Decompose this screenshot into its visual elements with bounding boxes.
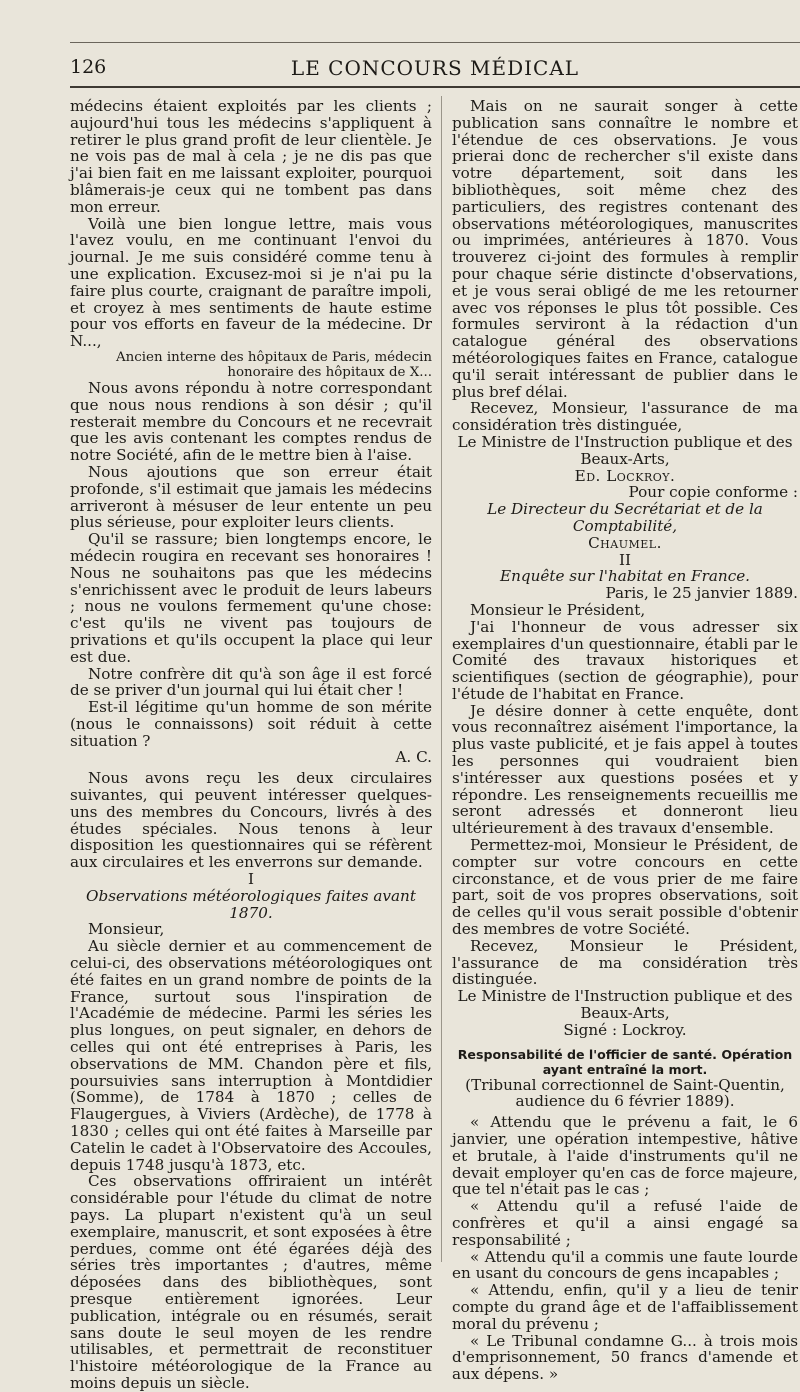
author-initials: A. C. bbox=[395, 748, 432, 767]
signature-lockroy-2: Signé : Lockroy. bbox=[563, 1020, 687, 1039]
paragraph-journal: Notre confrère dit qu'à son âge il est forcé de se priver d'un journal qui lui était cher ! bbox=[70, 664, 432, 700]
attendu-3: « Attendu qu'il a commis une faute lourde en usant du concours de gens incapables ; bbox=[452, 1247, 798, 1283]
paragraph-question: Est-il légitime qu'un homme de son mérite (nous le connaissons) soit réduit à cette situation ? bbox=[70, 698, 432, 750]
attendu-1: « Attendu que le prévenu a fait, le 6 janvier, une opération intempestive, hâtive et brutale, à l'aide d'instruments qu'il ne devait employer qu'en cas de force majeure, que tel n'était pas le cas ; bbox=[452, 1113, 798, 1199]
paragraph-regards-2: Recevez, Monsieur le Président, l'assurance de ma considération très distinguée. bbox=[452, 936, 798, 989]
paragraph-response: Nous avons répondu à notre correspondant que nous nous rendions à son désir ; qu'il resterait membre du Concours et ne recevrait que les avis contenant les comptes rendus de notre Société, afin de le mettre bien à l'aise. bbox=[70, 378, 432, 465]
letter-signature-title: Ancien interne des hôpitaux de Paris, médecin honoraire des hôpitaux de X... bbox=[115, 349, 432, 380]
minister-title-1: Le Ministre de l'Instruction publique et des Beaux-Arts, bbox=[457, 432, 793, 468]
paragraph-opening: médecins étaient exploités par les clients ; aujourd'hui tous les médecins s'appliquent à retirer le plus grand profit de leur clientèle. Je ne vois pas de mal à cela ; je ne dis pas que j'ai bien fait en me laissant exploiter, pourquoi blâmerais-je ceux qui ne tombent pas dans mon erreur. bbox=[70, 97, 432, 216]
right-column bbox=[452, 98, 798, 1383]
article-heading-responsabilite: Responsabilité de l'officier de santé. Opération ayant entraîné la mort. bbox=[457, 1046, 793, 1077]
journal-title: LE CONCOURS MÉDICAL bbox=[290, 56, 580, 80]
page-header bbox=[70, 56, 800, 84]
paragraph-regards-1: Recevez, Monsieur, l'assurance de ma considération très distinguée, bbox=[452, 399, 798, 435]
salutation: Monsieur, bbox=[88, 920, 165, 939]
left-column bbox=[70, 98, 432, 1392]
paragraph-catalogue: Mais on ne saurait songer à cette publication sans connaître le nombre et l'étendue de ces observations. Je vous prierai donc de rechercher s'il existe dans votre département, soit dans les bibliothèques, soit même chez des particuliers, des registres contenant des observations météorologiques, manuscrites ou imprimées, antérieures à 1870. Vous trouverez ci-joint des formules à remplir pour chaque série distincte d'observations, et je vous serai obligé de me les retourner avec vos réponses le plus tôt possible. Ces formules serviront à la rédaction d'un catalogue général des observations météorologiques faites en France, catalogue qu'il serait intéressant de publier dans le plus bref délai. bbox=[452, 97, 798, 401]
page-number: 126 bbox=[70, 56, 107, 78]
paragraph-observations: Au siècle dernier et au commencement de celui-ci, des observations météorologiques ont été faites en un grand nombre de points de la France, surtout sous l'inspiration de l'Académie de médecine. Parmi les séries les plus longues, on peut signaler, en dehors de celles qui ont été entreprises à Paris, les observations de MM. Chandon père et fils, poursuivies sans interruption à Montdidier (Somme), de 1784 à 1870 ; celles de Flaugergues, à Viviers (Ardèche), de 1778 à 1830 ; celles qui ont été faites à Marseille par Catelin le cadet à l'Observatoire des Accoules, depuis 1748 jusqu'à 1873, etc. bbox=[70, 937, 432, 1174]
signature-lockroy-1: Ed. Lockroy. bbox=[574, 466, 676, 485]
paragraph-concours: Permettez-moi, Monsieur le Président, de compter sur votre concours en cette circonstance, et de vous prier de me faire part, soit de vos propres observations, soit de celles qu'il vous serait possible d'obtenir des membres de votre Société. bbox=[452, 836, 798, 939]
section-number-2: II bbox=[619, 550, 631, 569]
header-rule bbox=[70, 86, 800, 88]
paragraph-error: Nous ajoutions que son erreur était profonde, s'il estimait que jamais les médecins arriveront à mésuser de leur entente un peu plus sérieuse, pour exploiter leurs clients. bbox=[70, 462, 432, 532]
top-rule bbox=[70, 42, 800, 43]
attendu-4: « Attendu, enfin, qu'il y a lieu de tenir compte du grand âge et de l'affaiblissement moral du prévenu ; bbox=[452, 1281, 798, 1333]
minister-title-2: Le Ministre de l'Instruction publique et des Beaux-Arts, bbox=[457, 987, 793, 1023]
letter-date: Paris, le 25 janvier 1889. bbox=[605, 584, 798, 603]
section-title-meteo: Observations météorologiques faites avant 1870. bbox=[86, 886, 416, 922]
paragraph-publication: Ces observations offriraient un intérêt considérable pour l'étude du climat de notre pays. La plupart n'existent qu'à un seul exemplaire, manuscrit, et sont exposées à être perdues, comme ont été égarées déjà des séries très importantes ; d'autres, même déposées dans des bibliothèques, sont presque entièrement ignorées. Leur publication, intégrale ou en résumés, serait sans doute le seul moyen de les rendre utilisables, et permettrait de reconstituer l'histoire météorologique de la France au moins depuis un siècle. bbox=[70, 1172, 432, 1392]
paragraph-questionnaire: J'ai l'honneur de vous adresser six exemplaires d'un questionnaire, établi par le Comité des travaux historiques et scientifiques (section de géographie), pour l'étude de l'habitat en France. bbox=[452, 617, 798, 703]
salutation-president: Monsieur le Président, bbox=[470, 600, 646, 619]
attendu-2: « Attendu qu'il a refusé l'aide de confrères et qu'il a ainsi engagé sa responsabilité ; bbox=[452, 1197, 798, 1249]
verdict: « Le Tribunal condamne G... à trois mois d'emprisonnement, 50 francs d'amende et aux dépens. » bbox=[452, 1331, 798, 1384]
section-number-1: I bbox=[248, 870, 254, 889]
paragraph-reassure: Qu'il se rassure; bien longtemps encore, le médecin rougira en recevant ses honoraires ! Nous ne souhaitons pas que les médecins s'enrichissent avec le produit de leurs labeurs ; nous ne voulons fermement qu'une chose: c'est qu'ils ne vivent pas toujours de privations et qu'ils occupent la place qui leur est due. bbox=[70, 530, 432, 666]
copy-conform: Pour copie conforme : bbox=[628, 483, 798, 502]
tribunal-reference: (Tribunal correctionnel de Saint-Quentin, audience du 6 février 1889). bbox=[465, 1075, 785, 1111]
section-title-habitat: Enquête sur l'habitat en France. bbox=[499, 567, 751, 586]
signature-chaumel: Chaumel. bbox=[588, 533, 662, 552]
column-divider bbox=[441, 96, 442, 1262]
paragraph-enquete: Je désire donner à cette enquête, dont vous reconnaîtrez aisément l'importance, la plus vaste publicité, et je fais appel à toutes les personnes qui voudraient bien s'intéresser aux questions posées et y répondre. Les renseignements recueillis me seront adressés et donneront lieu ultérieurement à des travaux d'ensemble. bbox=[452, 701, 798, 838]
director-title: Le Directeur du Secrétariat et de la Comptabilité, bbox=[487, 500, 763, 535]
paragraph-circulars: Nous avons reçu les deux circulaires suivantes, qui peuvent intéresser quelques-uns des membres du Concours, livrés à des études spéciales. Nous tenons à leur disposition les questionnaires qui se réfèrent aux circulaires et les enverrons sur demande. bbox=[70, 769, 432, 872]
paragraph-letter-close: Voilà une bien longue lettre, mais vous l'avez voulu, en me continuant l'envoi du journal. Je me suis considéré comme tenu à une explication. Excusez-moi si je n'ai pu la faire plus courte, craignant de paraître impoli, et croyez à mes sentiments de haute estime pour vos efforts en faveur de la médecine. Dr N..., bbox=[70, 214, 432, 351]
